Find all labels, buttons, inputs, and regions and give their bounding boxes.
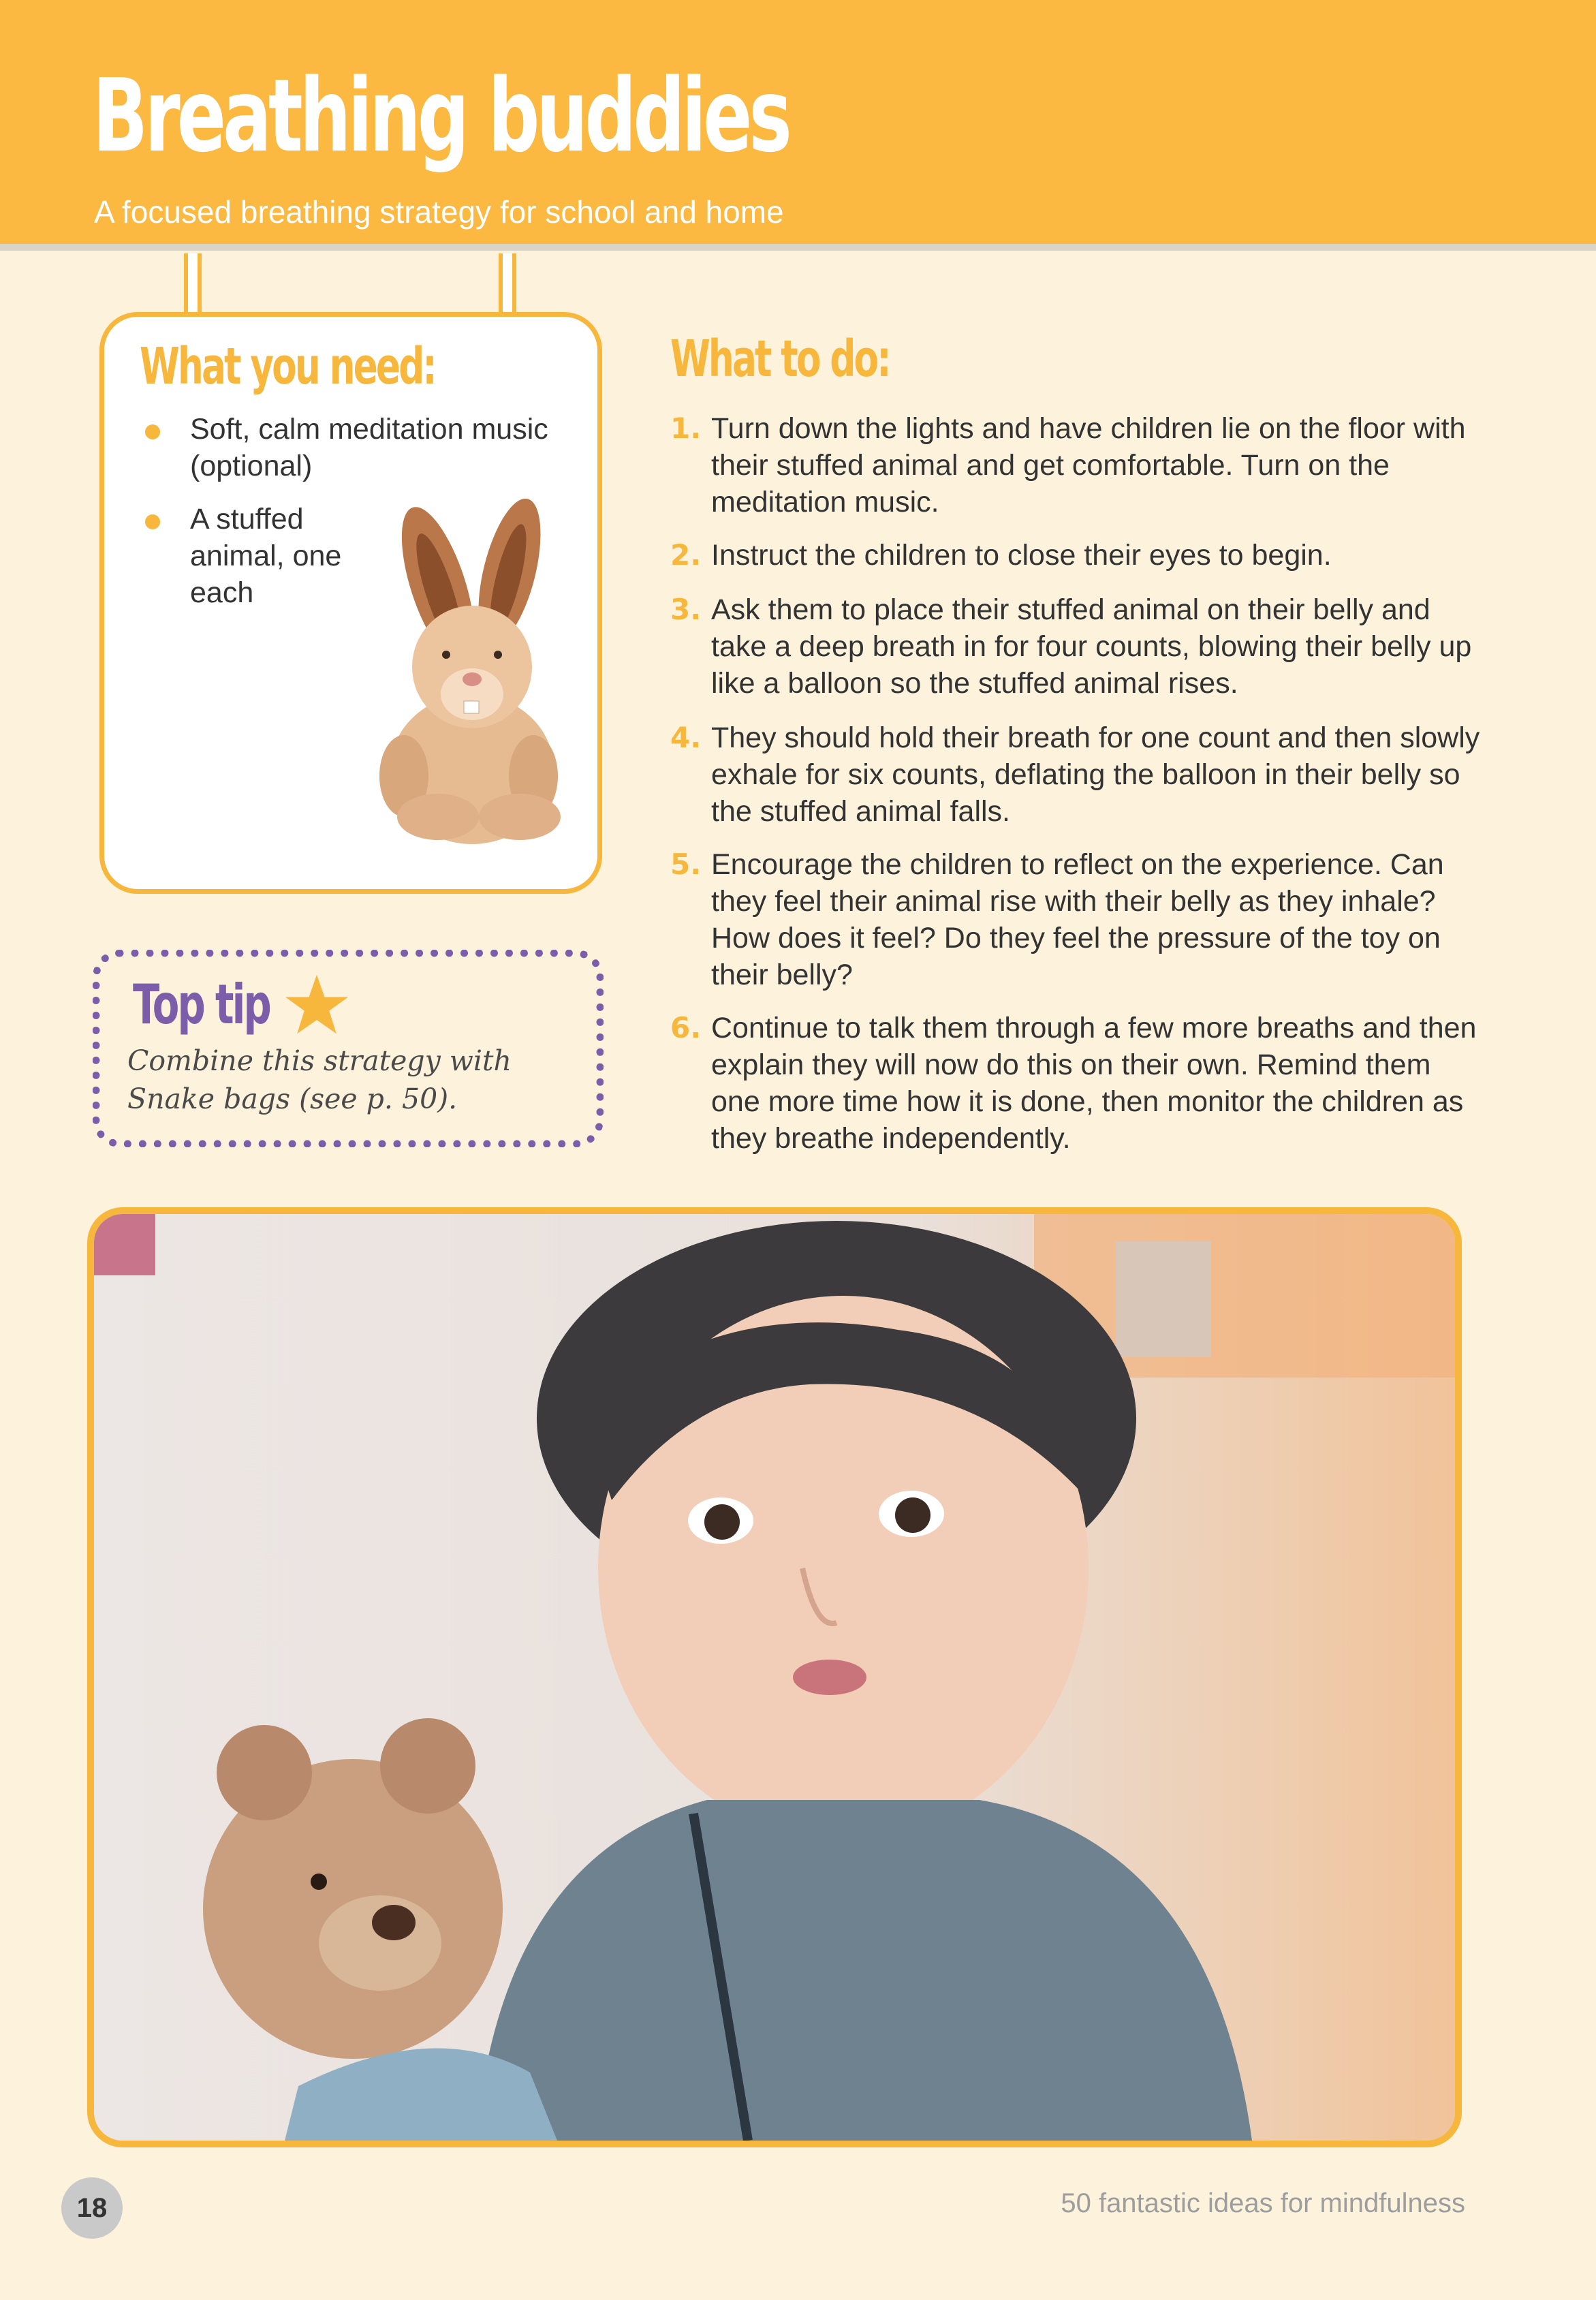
header-banner — [0, 0, 1596, 251]
page-title: Breathing buddies — [93, 57, 789, 174]
page-number-badge: 18 — [61, 2177, 123, 2239]
hanger-left — [184, 253, 202, 316]
hanger-right — [499, 253, 516, 316]
step-number: 2. — [670, 538, 702, 572]
step-text: Ask them to place their stuffed animal on their belly and take a deep breath in for four counts, blowing their belly up like a balloon so the stuffed animal rises. — [711, 593, 1472, 700]
need-item-stuffed-animal: A stuffed animal, one each — [190, 503, 342, 609]
need-item-music: Soft, calm meditation music (optional) — [190, 413, 548, 482]
top-tip-box — [93, 950, 604, 1147]
step-number: 3. — [670, 593, 702, 626]
step-number: 1. — [670, 411, 702, 445]
step-number: 5. — [670, 848, 702, 881]
step-number: 4. — [670, 721, 702, 754]
stuffed-bunny-image — [363, 497, 581, 851]
bullet-dot-icon — [145, 424, 160, 439]
page-subtitle: A focused breathing strategy for school and home — [94, 194, 784, 230]
step-text: Turn down the lights and have children lie on the floor with their stuffed animal and get comfortable. Turn on the meditation music. — [711, 412, 1466, 518]
top-tip-heading: Top tip — [133, 973, 270, 1036]
what-you-need-heading: What you need: — [140, 337, 435, 396]
step-text: Instruct the children to close their eyes to begin. — [711, 539, 1332, 572]
bullet-dot-icon — [145, 514, 160, 529]
step-number: 6. — [670, 1011, 702, 1044]
what-to-do-heading: What to do: — [670, 330, 890, 388]
child-with-teddy-photo — [87, 1207, 1462, 2147]
footer-book-title: 50 fantastic ideas for mindfulness — [1061, 2188, 1465, 2218]
star-icon — [284, 972, 349, 1038]
what-you-need-box — [99, 312, 602, 894]
step-text: They should hold their breath for one count and then slowly exhale for six counts, deflating the balloon in their belly so the stuffed animal falls. — [711, 721, 1480, 828]
step-text: Encourage the children to reflect on the experience. Can they feel their animal rise with their belly as they inhale? How does it feel? Do they feel the pressure of the toy on their belly? — [711, 848, 1444, 991]
step-text: Continue to talk them through a few more breaths and then explain they will now do this on their own. Remind them one more time how it is done, then monitor the children as they breathe independently. — [711, 1012, 1477, 1155]
top-tip-text: Combine this strategy with Snake bags (see p. 50). — [127, 1044, 512, 1115]
